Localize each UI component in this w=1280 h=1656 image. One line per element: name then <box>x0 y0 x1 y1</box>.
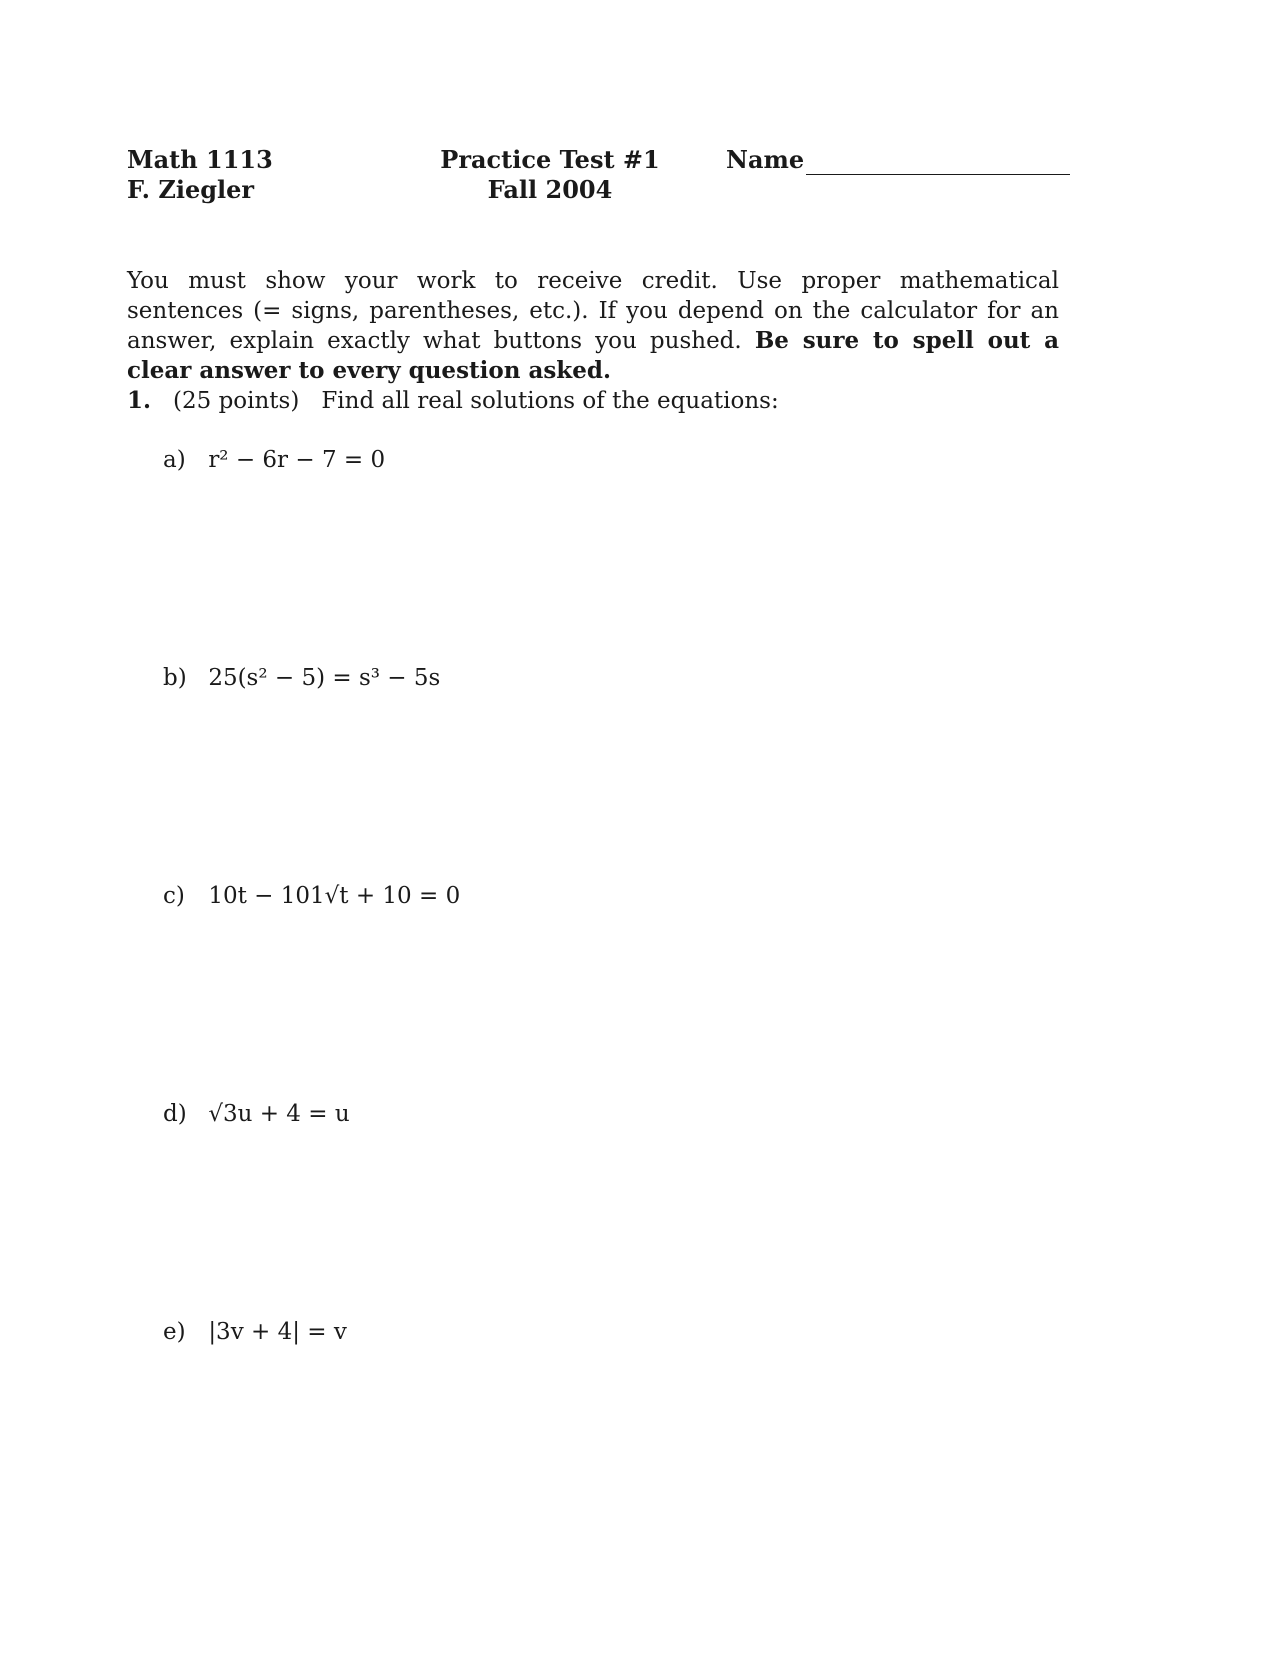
problem-part-a <box>163 445 385 475</box>
problem-part-c <box>163 881 460 911</box>
part-equation: r² − 6r − 7 = 0 <box>208 447 386 473</box>
instructions-bold-text: Be sure to spell out a clear answer to every question asked. <box>127 327 1059 384</box>
problem-part-b <box>163 663 440 693</box>
part-equation: √3u + 4 = u <box>208 1101 350 1127</box>
problem-prompt: Find all real solutions of the equations: <box>321 388 779 414</box>
instructor-name: F. Ziegler <box>127 175 255 204</box>
problem-part-e <box>163 1317 347 1347</box>
course-number: Math 1113 <box>127 145 273 174</box>
part-equation: 25(s² − 5) = s³ − 5s <box>208 665 441 691</box>
part-equation: 10t − 101√t + 10 = 0 <box>208 883 461 909</box>
part-label: d) <box>163 1101 187 1127</box>
problem-part-d <box>163 1099 350 1129</box>
name-field <box>726 145 1070 175</box>
test-term: Fall 2004 <box>487 175 613 204</box>
instructions <box>127 266 1059 386</box>
part-label: c) <box>163 883 185 909</box>
problem-number: 1. <box>127 387 152 414</box>
problem-points: (25 points) <box>173 388 300 414</box>
course-info <box>127 145 273 205</box>
test-title: Practice Test #1 <box>440 145 660 174</box>
part-label: a) <box>163 447 186 473</box>
part-label: e) <box>163 1319 186 1345</box>
test-info <box>430 145 670 205</box>
name-label: Name <box>726 145 805 174</box>
part-equation: |3v + 4| = v <box>208 1319 347 1345</box>
instructions-text: You must show your work to receive credit. Use proper mathematical sentences (= signs, parentheses, etc.). If you depend on the calculator for an answer, explain exactly what buttons you pushed. <box>127 268 1059 354</box>
part-label: b) <box>163 665 187 691</box>
name-blank-line <box>806 152 1070 175</box>
problem-1-heading <box>127 386 779 416</box>
